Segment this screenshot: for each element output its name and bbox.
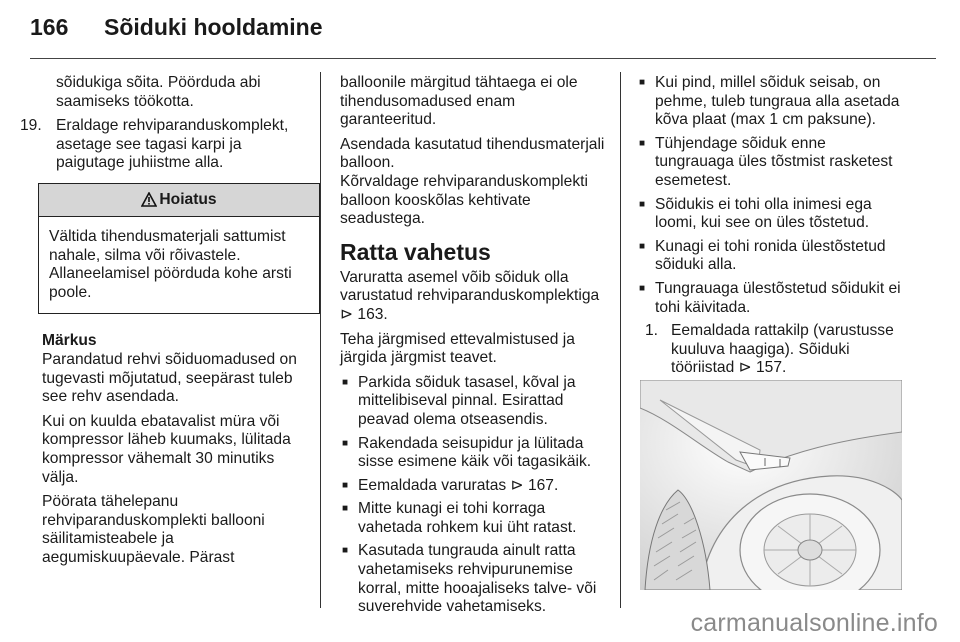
bullet-item: ■ Eemaldada varuratas ⊳ 167. (340, 477, 610, 496)
continued-text: balloonile märgitud tähtaega ei ole tihendusomadused enam garanteeritud. (340, 74, 578, 129)
continued-text: sõidukiga sõita. Pöörduda abi saamiseks töökotta. (56, 74, 261, 110)
warning-body: Vältida tihendusmaterjali sattumist nahale, silma või rõivastele. Allaneelamisel pöörduda kohe arsti poole. (49, 227, 292, 301)
column-2 (340, 74, 610, 622)
step-19 (20, 117, 308, 173)
bullet-item: ■ Parkida sõiduk tasasel, kõval ja mittelibiseval pinnal. Esirattad peavad olema otseasendis. (340, 374, 610, 430)
header-rule (30, 58, 936, 59)
bullet-item: ■ Kasutada tungrauda ainult ratta vahetamiseks rehvipurunemise korral, mitte hooajaliseks talve- või suverehvide vahetamiseks. (340, 542, 610, 616)
bullet-item: ■ Tungrauaga ülestõstetud sõidukit ei tohi käivitada. (637, 280, 907, 317)
paragraph: Pöörata tähelepanu rehviparanduskomplekti ballooni säilitamisteabele ja aegumiskuupäevale. Pärast (42, 493, 265, 566)
column-3 (637, 74, 907, 378)
bullet-item: ■ Tühjendage sõiduk enne tungrauaga üles tõstmist rasketest esemetest. (637, 135, 907, 191)
preparation-text: Teha järgmised ettevalmistused ja järgida järgmist teavet. (340, 330, 575, 367)
step-1 (645, 322, 907, 378)
section-intro: Varuratta asemel võib sõiduk olla varustatud rehviparanduskomplektiga ⊳ 163. (340, 268, 600, 323)
bullet-item: ■ Sõidukis ei tohi olla inimesi ega loomi, kui see on üles tõstetud. (637, 196, 907, 233)
step-text: Eraldage rehviparanduskomplekt, asetage see tagasi karpi ja paigutage juhiistme alla. (56, 117, 289, 172)
step-number: 1. (645, 322, 659, 340)
column-divider-1 (320, 72, 321, 608)
warning-header (39, 184, 319, 217)
bullet-item: ■ Mitte kunagi ei tohi korraga vahetada rohkem kui üht ratast. (340, 500, 610, 537)
warning-triangle-icon (141, 192, 157, 207)
warning-title: Hoiatus (159, 190, 217, 208)
page-header (30, 14, 323, 48)
wheel-cover-illustration (640, 380, 902, 590)
column-divider-2 (620, 72, 621, 608)
note-heading: Märkus (42, 332, 97, 350)
warning-box (38, 183, 320, 314)
bullet-item: ■ Rakendada seisupidur ja lülitada sisse esimene käik või tagasikäik. (340, 435, 610, 472)
bullet-item: ■ Kui pind, millel sõiduk seisab, on pehme, tuleb tungraua alla asetada kõva plaat (max 1 cm paksune). (637, 74, 907, 130)
bullet-item: ■ Kunagi ei tohi ronida ülestõstetud sõiduki alla. (637, 238, 907, 275)
section-title: Ratta vahetus (340, 238, 491, 265)
page-number: 166 (30, 14, 69, 40)
watermark: carmanualsonline.info (690, 609, 938, 637)
paragraph: Kui on kuulda ebatavalist müra või kompressor läheb kuumaks, lülitada kompressor vähemalt 30 minutiks välja. (42, 412, 291, 486)
step-text: Eemaldada rattakilp (varustusse kuuluva haagiga). Sõiduki tööriistad ⊳ 157. (671, 322, 894, 377)
column-1 (20, 74, 308, 567)
step-number: 19. (20, 117, 42, 135)
paragraph: Asendada kasutatud tihendusmaterjali balloon. (340, 135, 605, 172)
paragraph: Kõrvaldage rehviparanduskomplekti balloon kooskõlas kehtivate seadustega. (340, 172, 588, 228)
note-text: Parandatud rehvi sõiduomadused on tugevasti mõjutatud, seepärast tuleb see rehv asendada. (42, 350, 297, 406)
page-title: Sõiduki hooldamine (104, 14, 323, 40)
